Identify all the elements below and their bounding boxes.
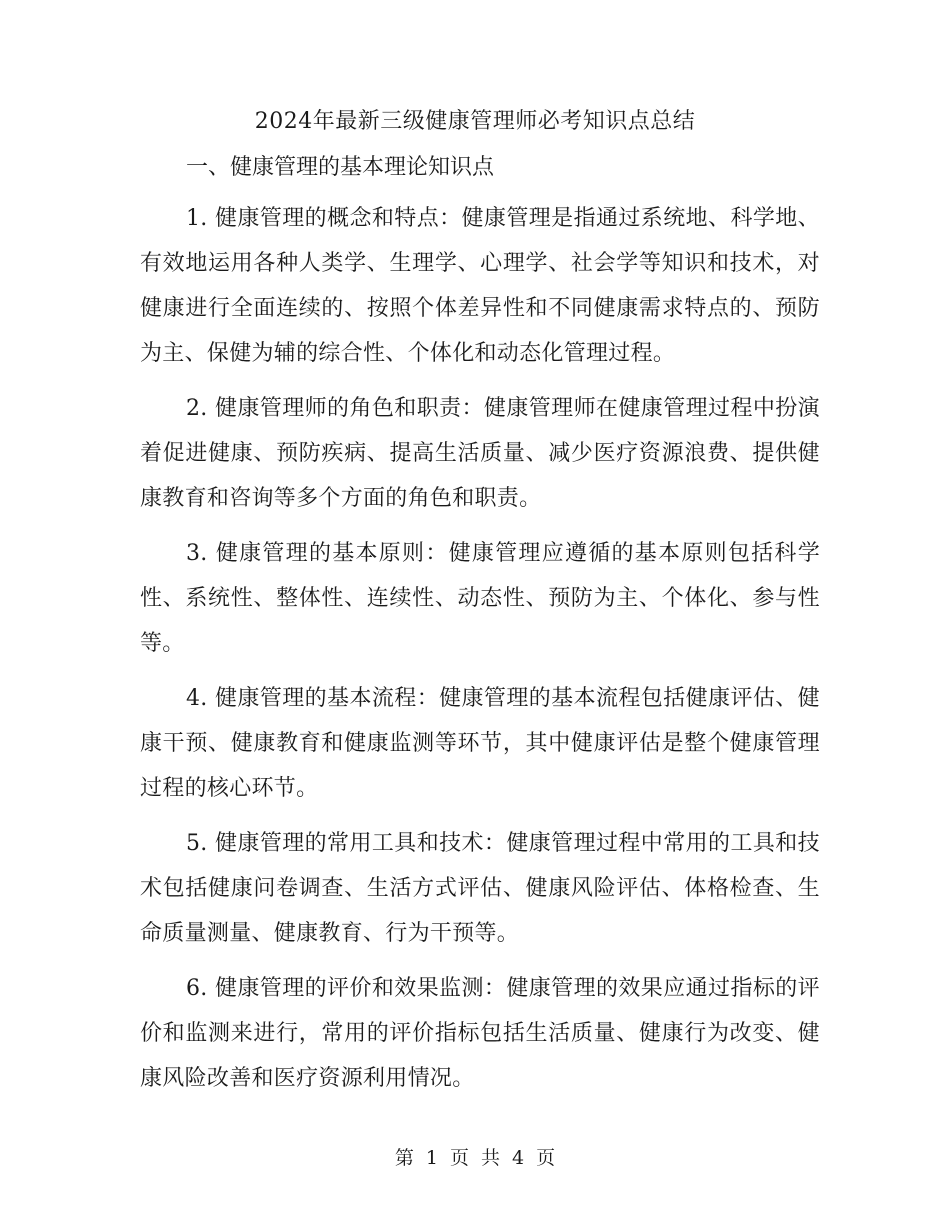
section-heading: 一、健康管理的基本理论知识点 — [186, 155, 495, 180]
document-body — [140, 196, 820, 1111]
paragraph-3: 3. 健康管理的基本原则：健康管理应遵循的基本原则包括科学性、系统性、整体性、连续性、动态性、预防为主、个体化、参与性等。 — [140, 541, 820, 656]
paragraph-5: 5. 健康管理的常用工具和技术：健康管理过程中常用的工具和技术包括健康问卷调查、生活方式评估、健康风险评估、体格检查、生命质量测量、健康教育、行为干预等。 — [140, 831, 820, 946]
paragraph-6: 6. 健康管理的评价和效果监测：健康管理的效果应通过指标的评价和监测来进行，常用的评价指标包括生活质量、健康行为改变、健康风险改善和医疗资源利用情况。 — [140, 976, 820, 1091]
page-number-footer: 第 1 页 共 4 页 — [394, 1147, 556, 1169]
paragraph-1: 1. 健康管理的概念和特点：健康管理是指通过系统地、科学地、有效地运用各种人类学、生理学、心理学、社会学等知识和技术，对健康进行全面连续的、按照个体差异性和不同健康需求特点的、预防为主、保健为辅的综合性、个体化和动态化管理过程。 — [140, 206, 820, 366]
paragraph-4: 4. 健康管理的基本流程：健康管理的基本流程包括健康评估、健康干预、健康教育和健康监测等环节，其中健康评估是整个健康管理过程的核心环节。 — [140, 686, 820, 801]
paragraph-2: 2. 健康管理师的角色和职责：健康管理师在健康管理过程中扮演着促进健康、预防疾病、提高生活质量、减少医疗资源浪费、提供健康教育和咨询等多个方面的角色和职责。 — [140, 396, 820, 511]
document-title: 2024年最新三级健康管理师必考知识点总结 — [254, 109, 696, 134]
